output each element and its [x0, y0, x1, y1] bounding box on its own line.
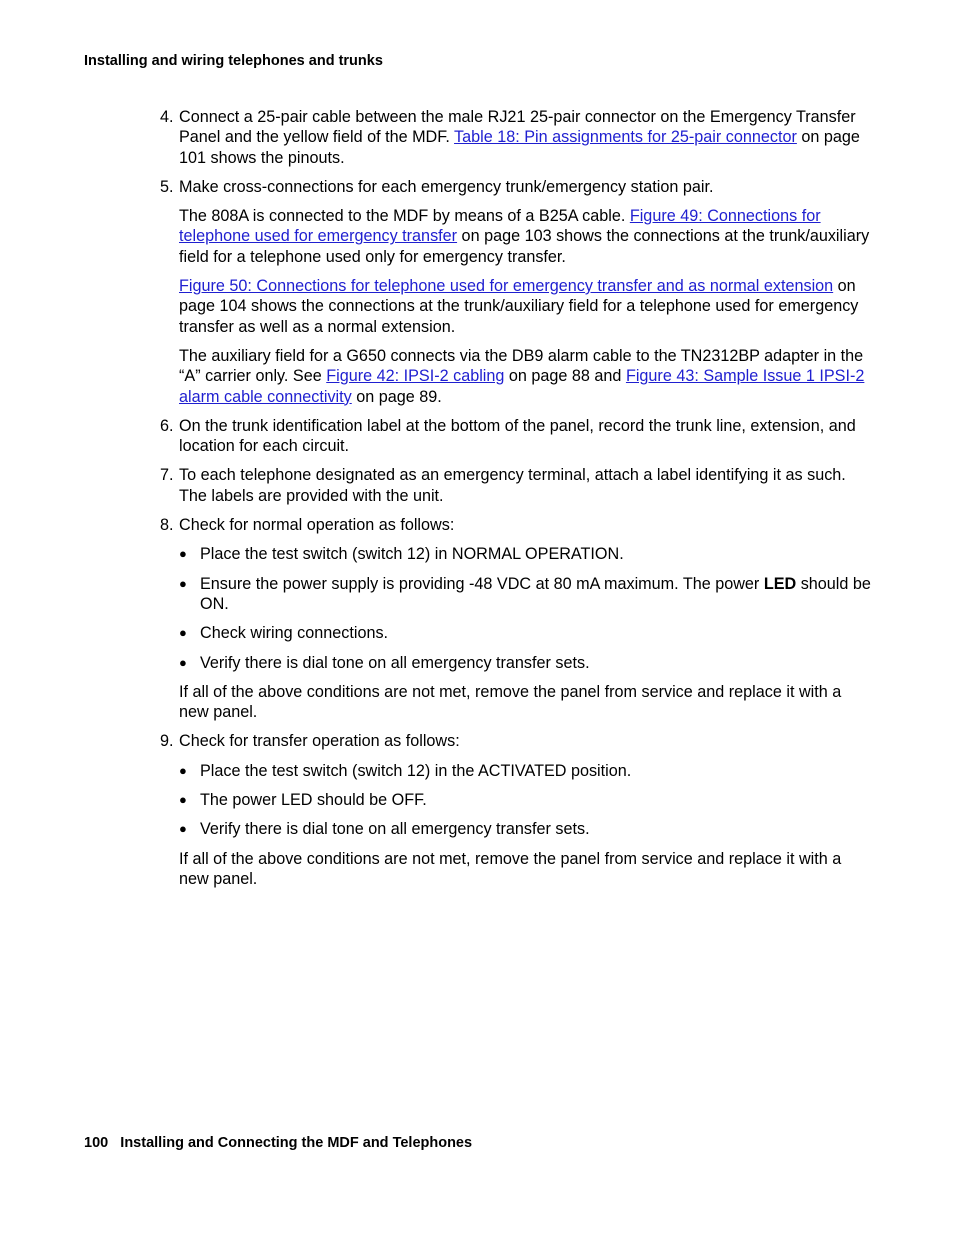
- list-item-step-6: [160, 416, 872, 457]
- bullet-icon: ●: [179, 821, 187, 837]
- step-text: On the trunk identification label at the bottom of the panel, record the trunk line, extension, and location for each circuit.: [179, 416, 856, 456]
- step-number: 4.: [160, 108, 174, 126]
- page-content: [160, 107, 872, 889]
- bullet-icon: ●: [179, 762, 187, 778]
- bullet-icon: ●: [179, 625, 187, 641]
- step-number: 7.: [160, 466, 174, 485]
- list-item-step-9: [160, 731, 872, 751]
- step-number: 8.: [160, 516, 174, 535]
- step-text: Connect a 25-pair cable between the male RJ21 25-pair connector on the Emergency Transfer Panel and the yellow field of the MDF. Table 18: Pin assignments for 25-pair connector on page 101 shows the pinouts.: [179, 108, 860, 167]
- page-number: 100: [84, 1135, 109, 1151]
- bullet-item: ● The power LED should be OFF.: [179, 791, 427, 810]
- list-item-step-7: [160, 465, 872, 506]
- step-text: Check for transfer operation as follows:: [179, 732, 460, 751]
- list-item-step-4: [160, 107, 872, 168]
- step-text: Make cross-connections for each emergency trunk/emergency station pair.: [179, 177, 714, 196]
- list-item-step-8: [160, 515, 872, 535]
- link-figure-42[interactable]: Figure 42: IPSI-2 cabling: [326, 367, 505, 386]
- step-text: To each telephone designated as an emergency terminal, attach a label identifying it as such. The labels are provided with the unit.: [179, 466, 846, 505]
- bullet-icon: ●: [179, 654, 187, 670]
- document-title: Installing and Connecting the MDF and Telephones: [120, 1135, 473, 1151]
- running-footer: [84, 1134, 472, 1152]
- step-number: 5.: [160, 177, 174, 196]
- link-figure-49[interactable]: Figure 49: Connections for telephone used for emergency transfer: [179, 207, 821, 246]
- bullet-item: ● Verify there is dial tone on all emergency transfer sets.: [179, 820, 590, 839]
- bullet-icon: ●: [179, 792, 187, 808]
- step-number: 9.: [160, 732, 174, 751]
- bullet-item: ● Place the test switch (switch 12) in NORMAL OPERATION.: [179, 545, 624, 564]
- link-table-18[interactable]: Table 18: Pin assignments for 25-pair connector: [454, 128, 797, 147]
- paragraph-auxiliary-field: The auxiliary field for a G650 connects via the DB9 alarm cable to the TN2312BP adapter in the “A” carrier only. See Figure 42: IPSI-2 cabling on page 88 and Figure 43: Sample Issue 1 IPSI-2 alarm cable connectivity on page 89.: [179, 346, 865, 406]
- paragraph-step-9-note: If all of the above conditions are not met, remove the panel from service and replace it with a new panel.: [179, 849, 842, 888]
- running-header: Installing and wiring telephones and trunks: [84, 53, 383, 69]
- bullet-icon: ●: [179, 575, 187, 591]
- link-figure-50[interactable]: Figure 50: Connections for telephone used for emergency transfer and as normal extension: [179, 277, 834, 296]
- bullet-icon: ●: [179, 546, 187, 562]
- bullet-item: ● Verify there is dial tone on all emergency transfer sets.: [179, 653, 590, 672]
- led-emphasis: LED: [763, 574, 797, 593]
- list-item-step-5: [160, 177, 872, 197]
- paragraph-step-8-note: If all of the above conditions are not met, remove the panel from service and replace it with a new panel.: [179, 682, 842, 722]
- bullet-item: ● Check wiring connections.: [179, 624, 389, 643]
- link-figure-43[interactable]: Figure 43: Sample Issue 1 IPSI-2 alarm cable connectivity: [179, 367, 865, 406]
- bullet-item: ● Place the test switch (switch 12) in the ACTIVATED position.: [179, 761, 632, 780]
- bullet-item: ● Ensure the power supply is providing -48 VDC at 80 mA maximum. The power LED should be ON.: [179, 574, 871, 613]
- paragraph-figure-50: Figure 50: Connections for telephone used for emergency transfer and as normal extension on page 104 shows the connections at the trunk/auxiliary field for a telephone used for emergency transfer as well as a normal extension.: [179, 277, 859, 336]
- step-number: 6.: [160, 416, 174, 435]
- paragraph-808a-connection: The 808A is connected to the MDF by means of a B25A cable. Figure 49: Connections for telephone used for emergency transfer on page 103 shows the connections at the trunk/auxiliary field for a telephone used only for emergency transfer.: [179, 207, 870, 266]
- step-text: Check for normal operation as follows:: [179, 516, 455, 535]
